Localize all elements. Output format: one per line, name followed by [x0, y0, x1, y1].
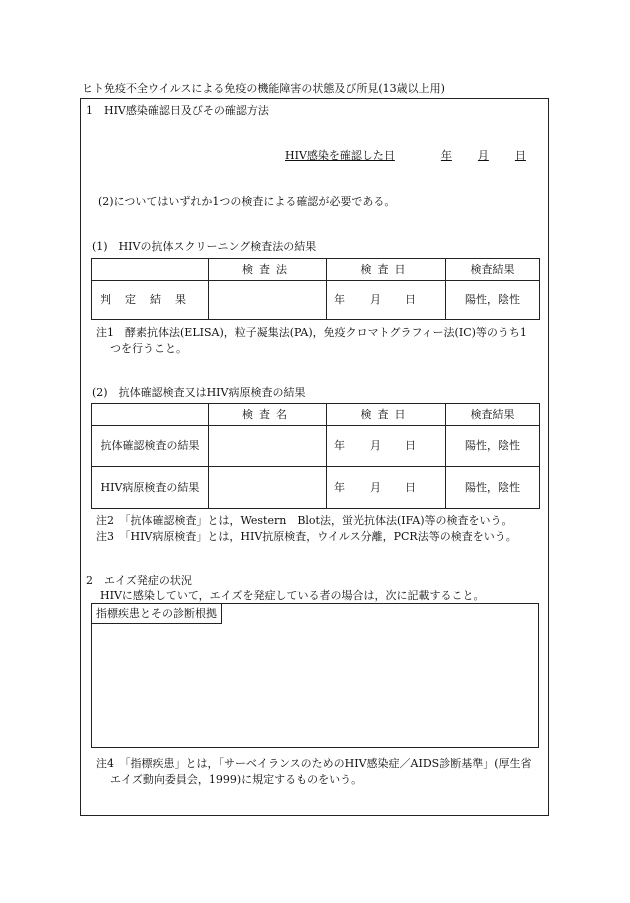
screening-table — [91, 258, 540, 320]
screening-header-result: 検査結果 — [446, 259, 540, 281]
antibody-month-label: 月 — [370, 439, 381, 453]
pathogen-month-label: 月 — [370, 480, 381, 494]
section2-heading: 2 エイズ発症の状況 — [86, 574, 192, 587]
confirm-day-label: 日 — [514, 149, 526, 162]
section1-note-intro: (2)についてはいずれか1つの検査による確認が必要である。 — [98, 195, 396, 208]
antibody-day-label: 日 — [405, 439, 416, 453]
confirmatory-note-2: 注2 「抗体確認検査」とは，Western Blot法，蛍光抗体法(IFA)等の検査をいう。 — [96, 514, 513, 527]
screening-header-method: 検査法 — [209, 259, 327, 281]
screening-note-1-line1: 注1 酵素抗体法(ELISA)，粒子凝集法(PA)，免疫クロマトグラフィー法(IC)等のうち1 — [96, 326, 527, 339]
confirmatory-header-result: 検査結果 — [446, 404, 540, 426]
confirmatory-table — [91, 403, 540, 509]
pathogen-test-name-cell[interactable] — [209, 467, 327, 509]
screening-day-label: 日 — [405, 293, 416, 307]
section2-note-4-line1: 注4 「指標疾患」とは，「サーベイランスのためのHIV感染症／AIDS診断基準」(厚生省 — [96, 757, 532, 770]
screening-row-label: 判定結果 — [92, 281, 209, 320]
confirmatory-header-name: 検査名 — [209, 404, 327, 426]
confirmatory-row-label: 抗体確認検査の結果 — [92, 426, 209, 467]
pathogen-test-result-cell[interactable]: 陽性，陰性 — [446, 467, 540, 509]
antibody-year-label: 年 — [334, 439, 345, 453]
screening-month-label: 月 — [370, 293, 381, 307]
screening-date-cell[interactable] — [327, 281, 446, 320]
antibody-test-name-cell[interactable] — [209, 426, 327, 467]
confirmatory-header-date: 検査日 — [327, 404, 446, 426]
screening-year-label: 年 — [334, 293, 345, 307]
screening-header-blank — [92, 259, 209, 281]
screening-header-date: 検査日 — [327, 259, 446, 281]
section2-subtext: HIVに感染していて，エイズを発症している者の場合は，次に記載すること。 — [100, 589, 485, 602]
screening-note-1-line2: つを行うこと。 — [110, 342, 187, 355]
screening-result-cell[interactable]: 陽性，陰性 — [446, 281, 540, 320]
section2-note-4-line2: エイズ動向委員会，1999)に規定するものをいう。 — [110, 773, 363, 786]
pathogen-day-label: 日 — [405, 480, 416, 494]
index-disease-box[interactable] — [91, 603, 539, 748]
screening-heading: (1) HIVの抗体スクリーニング検査法の結果 — [92, 240, 317, 253]
confirmatory-note-3: 注3 「HIV病原検査」とは，HIV抗原検査，ウイルス分離，PCR法等の検査をいう。 — [96, 530, 517, 543]
index-disease-box-label: 指標疾患とその診断根拠 — [91, 603, 222, 624]
pathogen-year-label: 年 — [334, 480, 345, 494]
confirm-month-label: 月 — [477, 149, 489, 162]
confirmatory-heading: (2) 抗体確認検査又はHIV病原検査の結果 — [92, 386, 306, 399]
antibody-test-result-cell[interactable]: 陽性，陰性 — [446, 426, 540, 467]
confirm-date-label: HIV感染を確認した日 — [285, 149, 395, 162]
page-title: ヒト免疫不全ウイルスによる免疫の機能障害の状態及び所見(13歳以上用) — [82, 82, 445, 95]
confirm-date-line — [285, 149, 526, 163]
pathogen-row-label: HIV病原検査の結果 — [92, 467, 209, 509]
screening-method-cell[interactable] — [209, 281, 327, 320]
confirm-year-label: 年 — [440, 149, 452, 162]
confirmatory-header-blank — [92, 404, 209, 426]
pathogen-test-date-cell[interactable] — [327, 467, 446, 509]
antibody-test-date-cell[interactable] — [327, 426, 446, 467]
section1-heading: 1 HIV感染確認日及びその確認方法 — [86, 104, 269, 117]
